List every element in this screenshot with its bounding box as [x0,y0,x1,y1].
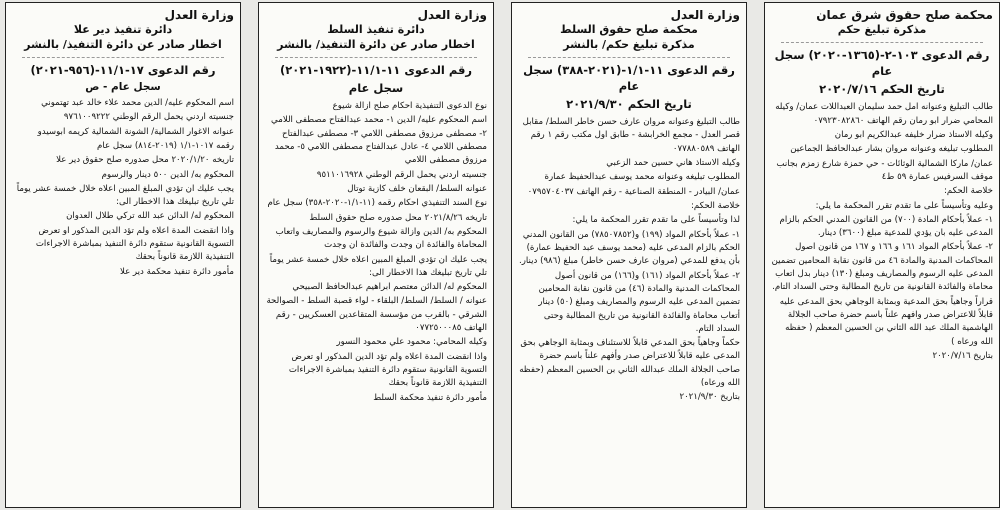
divider [528,57,730,58]
notice-header: مذكرة تبليغ حكم/ بالنشر [563,38,695,52]
divider [275,57,477,58]
notice-body [12,97,234,279]
body-paragraph: وكيله الاستاذ هاني حسين حمد الزعبي [606,158,740,169]
body-paragraph: ١- عملاً بأحكام المواد (١٩٩) و(٧٨٥٠٧٨٥٢) من القانون المدني الحكم بالزام المدعى عليه (محمد يوسف عبد الحفيظ عمارة) بأن يدفع للمدعي (مروان عارف حسن خاطر) مبلغ (٩٨٦) دينار. [519,229,740,267]
body-paragraph: طالب التبليغ وعنوانه امل حمد سليمان العبداللات عمان/ وكيله المحامي ضرار ابو رمان رقم الهاتف ٠٧٩٢٣٠٨٢٨٦٠ [775,102,993,126]
body-paragraph: اسم المحكوم عليه/ الدين محمد علاء خالد عبد تهتموني [41,97,234,108]
body-paragraph: وكيله الاستاذ ضرار خليفه عبدالكريم ابو رمان [834,129,993,140]
case-number: رقم الدعوى ١١-١١/١-(١٩٢٢-٢٠٢١) [279,62,472,77]
divider [781,42,983,43]
body-paragraph: ١- عملاً بأحكام المادة (٧٠٠) من القانون المدني الحكم بالزام المدعى عليه بان يؤدي للمدعية مبلغ (٣٦٠٠) دينار. [779,214,993,239]
body-paragraph: ٢- عملاً بأحكام المواد (١٦١) و(١٦٦) من قانون أصول المحاكمات المدنية والمادة (٤٦) من قانون نقابة المحامين تضمين المدعى عليه الرسوم والمصاريف ومبلغ (٥٠) دينار أتعاب محاماة والفائدة القانونية من تاريخ المطالبة وحتى السداد التام. [538,270,740,334]
body-paragraph: تاريخه ٢٠٢١/٨/٢٦ محل صدوره صلح حقوق السلط [309,212,487,223]
notice-deir-alla-execution [5,2,241,508]
notice-salt-civil-court [511,2,747,508]
notice-body [771,101,993,363]
notice-header: اخطار صادر عن دائرة التنفيذ/ بالنشر [277,38,475,52]
body-paragraph: نوع الدعوى التنفيذية احكام صلح ازالة شيوع [332,101,487,112]
notice-east-amman-court [764,2,1000,508]
notice-header: محكمة صلح حقوق السلط [560,23,698,37]
body-paragraph: المحكوم به/ الدين وازالة شيوع والرسوم والمصاريف واتعاب المحاماة والفائدة ان وجدت والفائدة ان وجدت [275,226,487,251]
notice-header: محكمة صلح حقوق شرق عمان [816,8,993,22]
divider [22,57,224,58]
body-paragraph: جنسيته اردني يحمل الرقم الوطني ٩٧٦١٠٠٩٢٢٢ [63,112,234,123]
notice-header: دائرة تنفيذ السلط [327,23,425,37]
case-number: رقم الدعوى ١٧-١١/١-(٩٥٦-٢٠٢١) [30,62,216,77]
notice-header: وزارة العدل [417,8,487,22]
notice-header: اخطار صادر عن دائرة التنفيذ/ بالنشر [24,38,222,52]
judgment-date: تاريخ الحكم ٢٠٢١/٩/٣٠ [566,97,692,112]
body-paragraph: ٢- عملاً بأحكام المواد ١٦١ و ١٦٦ و ١٦٧ من قانون اصول المحاكمات المدنية والمادة ٤٦ من قانون نقابة المحامين تضمين المدعى عليه الرسوم والمصاريف ومبلغ (١٣٠) دينار بدل اتعاب محاماة والفائدة القانونية من تاريخ المطالبة وحتى السداد التام. [771,242,993,293]
notice-header: مذكرة تبليغ حكم [837,23,927,37]
body-paragraph: المطلوب تبليغه وعنوانه محمد يوسف عبدالحفيظ عمارة [544,172,740,183]
body-paragraph: عنوانه السلط/ البقعان خلف كازية توتال [347,183,487,194]
body-paragraph: واذا انقضت المدة اعلاه ولم تؤد الدين المذكور او تعرض التسوية القانونية ستقوم دائرة التنفيذ بمباشرة الاجراءات التنفيذية اللازمة قانوناً بحقك [288,351,487,389]
body-paragraph: واذا انقضت المدة اعلاه ولم تؤد الدين المذكور او تعرض التسوية القانونية ستقوم دائرة التنفيذ بمباشرة الاجراءات التنفيذية اللازمة قانوناً بحقك [35,225,234,263]
notice-salt-execution [258,2,494,508]
body-paragraph: خلاصة الحكم: [691,201,740,212]
body-paragraph: يجب عليك ان تؤدي المبلغ المبين اعلاه خلال خمسة عشر يوماً تلي تاريخ تبليغك هذا الاخطار الى: [16,183,234,208]
body-paragraph: رقمه ١٠١٧-١/١ (٢٠١٩-٨١٤) سجل عام [97,140,234,151]
body-paragraph: عمان/ ماركا الشمالية الوثائات - حي حمزة شارع زمزم بجانب موقف السرفيس عمارة ٥٩ ط٤ [776,158,993,182]
notice-header: وزارة العدل [164,8,234,22]
body-paragraph: المحكوم له/ الدائن معتصم ابراهيم عبدالحافظ الصبيحي [292,282,487,293]
body-paragraph: نوع السند التنفيذي احكام رقمه (١١-١/١-٢٠٢٠-٣٥٨) سجل عام [267,198,487,209]
body-paragraph: المحكوم به/ الدين ٥٠٠ دينار والرسوم [101,169,234,180]
body-paragraph: طالب التبليغ وعنوانه مروان عارف حسن خاطر السلط/ مقابل قصر العدل - مجمع الخرابشة - طابق اول مكتب رقم ١ رقم الهاتف ٠٧٧٨٨٠٥٨٩ [522,117,740,154]
case-register: سجل عام [348,80,404,95]
body-paragraph: مأمور دائرة تنفيذ محكمة دير علا [119,266,234,277]
body-paragraph: حكماً وجاهياً بحق المدعي قابلاً للاستئناف وبمثابة الوجاهي بحق المدعى عليه قابلاً للاعتراض صدر وأفهم علناً باسم حضرة صاحب الجلالة الملك عبدالله الثاني بن الحسين المعظم (حفظه الله ورعاه) [519,338,740,389]
notice-header: وزارة العدل [670,8,740,22]
judgment-date: تاريخ الحكم ٢٠٢٠/٧/١٦ [819,82,945,97]
body-paragraph: عنوانه / السلط/ السلط/ البلقاء - لواء قصبة السلط - الصوالحة الشرقي - بالقرب من مؤسسة المتقاعدين العسكريين - رقم الهاتف ٠٧٧٢٥٠٠٠٨٥ [266,296,487,334]
body-paragraph: خلاصة الحكم: [944,186,993,197]
notice-body [518,116,740,405]
body-paragraph: بتاريخ ٢٠٢٠/٧/١٦ [932,350,993,361]
body-paragraph: وكيله المحامي: محمود علي محمود النسور [336,337,487,348]
case-register: سجل عام - ص [85,80,161,93]
body-paragraph: تاريخه ٢٠٢٠/١/٢٠ محل صدوره صلح حقوق دير علا [56,155,234,166]
case-number: رقم الدعوى ١٠٣-٢-(١٣٦٥-٢٠٢٠) سجل عام [774,48,990,79]
body-paragraph: قراراً وجاهياً بحق المدعية وبمثابة الوجاهي بحق المدعى عليه قابلاً للاعتراض صدر وافهم علناً باسم حضرة صاحب الجلالة الهاشمية الملك عبد الله الثاني بن الحسين المعظم ( حفظه الله ورعاه ) [779,296,993,347]
notice-header: دائرة تنفيذ دير علا [73,23,173,37]
case-number: رقم الدعوى ١١-١/١-(٢٠٢١-٣٨٨) سجل عام [523,62,735,93]
body-paragraph: عنوانه الاغوار الشمالية/ الشونة الشمالية كريمه ابوسيدو [37,126,234,137]
body-paragraph: جنسيته اردني يحمل الرقم الوطني ٩٥١١٠١٦٩٢٨ [316,169,487,180]
body-paragraph: لذا وتأسيساً على ما تقدم تقرر المحكمة ما يلي: [572,215,740,226]
notice-body [265,100,487,405]
body-paragraph: عمان/ البيادر - المنطقة الصناعية - رقم الهاتف ٠٧٩٥٧٠٤٠٣٧ [527,186,740,197]
body-paragraph: يجب عليك ان تؤدي المبلغ المبين اعلاه خلال خمسة عشر يوماً تلي تاريخ تبليغك هذا الاخطار الى: [269,254,487,278]
body-paragraph: اسم المحكوم عليه/ الدين ١- محمد عبدالفتاح مصطفى اللامي ٢- مصطفى مرزوق مصطفى اللامي ٣- مصطفى عبدالفتاح مصطفى اللامي ٤- عادل عبدالفتاح مصطفى اللامي ٥- محمد مرزوق مصطفى اللامي [271,115,487,166]
body-paragraph: المطلوب تبليغه وعنوانه مروان بشار عبدالحافظ الجماعين [790,144,993,155]
body-paragraph: مأمور دائرة تنفيذ محكمة السلط [373,392,487,403]
body-paragraph: وعليه وتأسيساً على ما تقدم تقرر المحكمة ما يلي: [815,200,993,211]
body-paragraph: المحكوم له/ الدائن عبد الله تركي طلال العدوان [66,211,234,222]
body-paragraph: بتاريخ ٢٠٢١/٩/٣٠ [679,392,740,403]
